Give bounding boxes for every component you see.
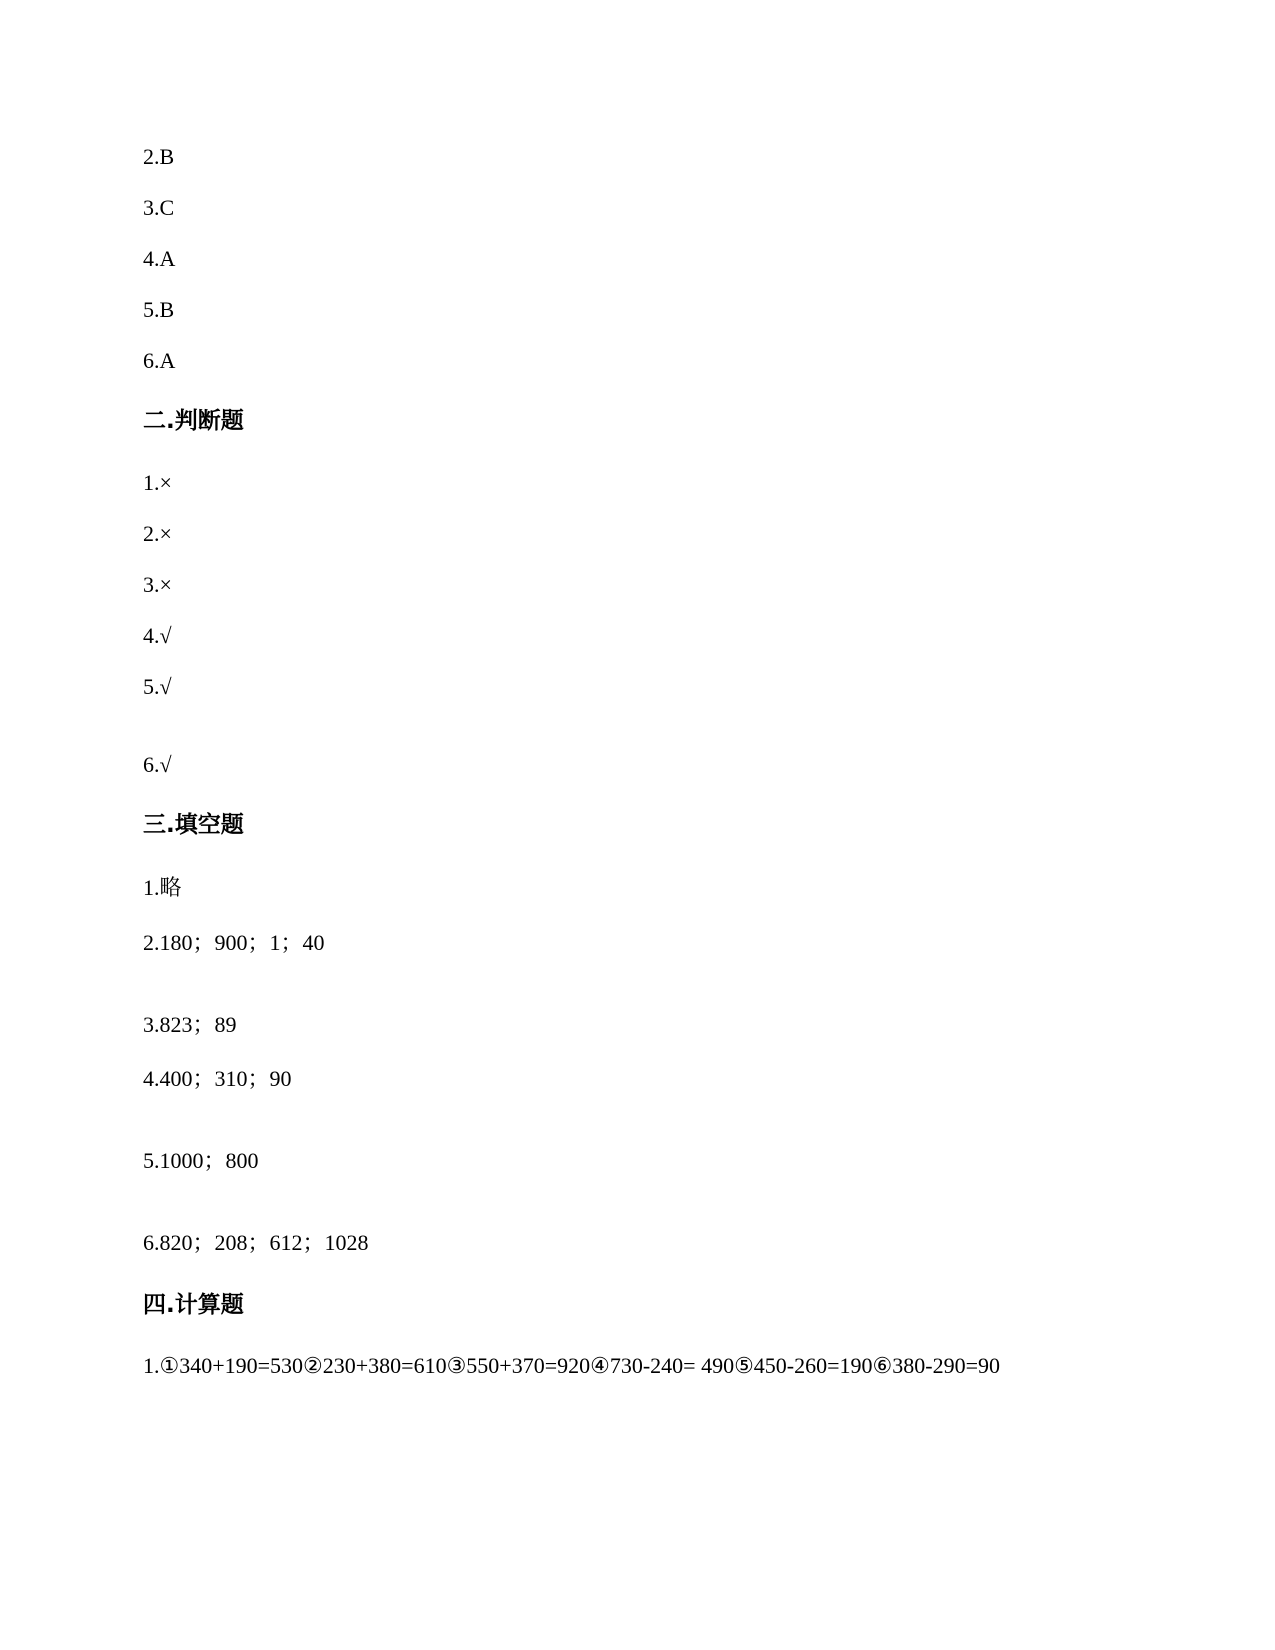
- answer-2-1: 1.×: [143, 470, 172, 495]
- answer-3-3: 3.823；89: [143, 1012, 237, 1037]
- section-heading-calculation: 四.计算题: [143, 1292, 244, 1318]
- answer-2-6: 6.√: [143, 752, 172, 777]
- answer-3-2: 2.180；900；1；40: [143, 930, 325, 955]
- answer-3-5: 5.1000；800: [143, 1148, 259, 1173]
- answer-2-3: 3.×: [143, 572, 172, 597]
- answer-3-4: 4.400；310；90: [143, 1066, 292, 1091]
- answer-1-3: 3.C: [143, 195, 175, 220]
- answer-1-6: 6.A: [143, 348, 176, 373]
- answer-1-4: 4.A: [143, 246, 176, 271]
- answer-3-1: 1.略: [143, 875, 182, 900]
- section-heading-fill-in: 三.填空题: [143, 812, 244, 838]
- answer-4-1: 1.①340+190=530②230+380=610③550+370=920④730-240= 490⑤450-260=190⑥380-290=90: [143, 1353, 1000, 1378]
- answer-1-2: 2.B: [143, 144, 175, 169]
- answer-1-5: 5.B: [143, 297, 175, 322]
- answer-2-5: 5.√: [143, 674, 172, 699]
- answer-2-2: 2.×: [143, 521, 172, 546]
- answer-2-4: 4.√: [143, 623, 172, 648]
- section-heading-judgment: 二.判断题: [143, 408, 244, 434]
- answer-3-6: 6.820；208；612；1028: [143, 1230, 369, 1255]
